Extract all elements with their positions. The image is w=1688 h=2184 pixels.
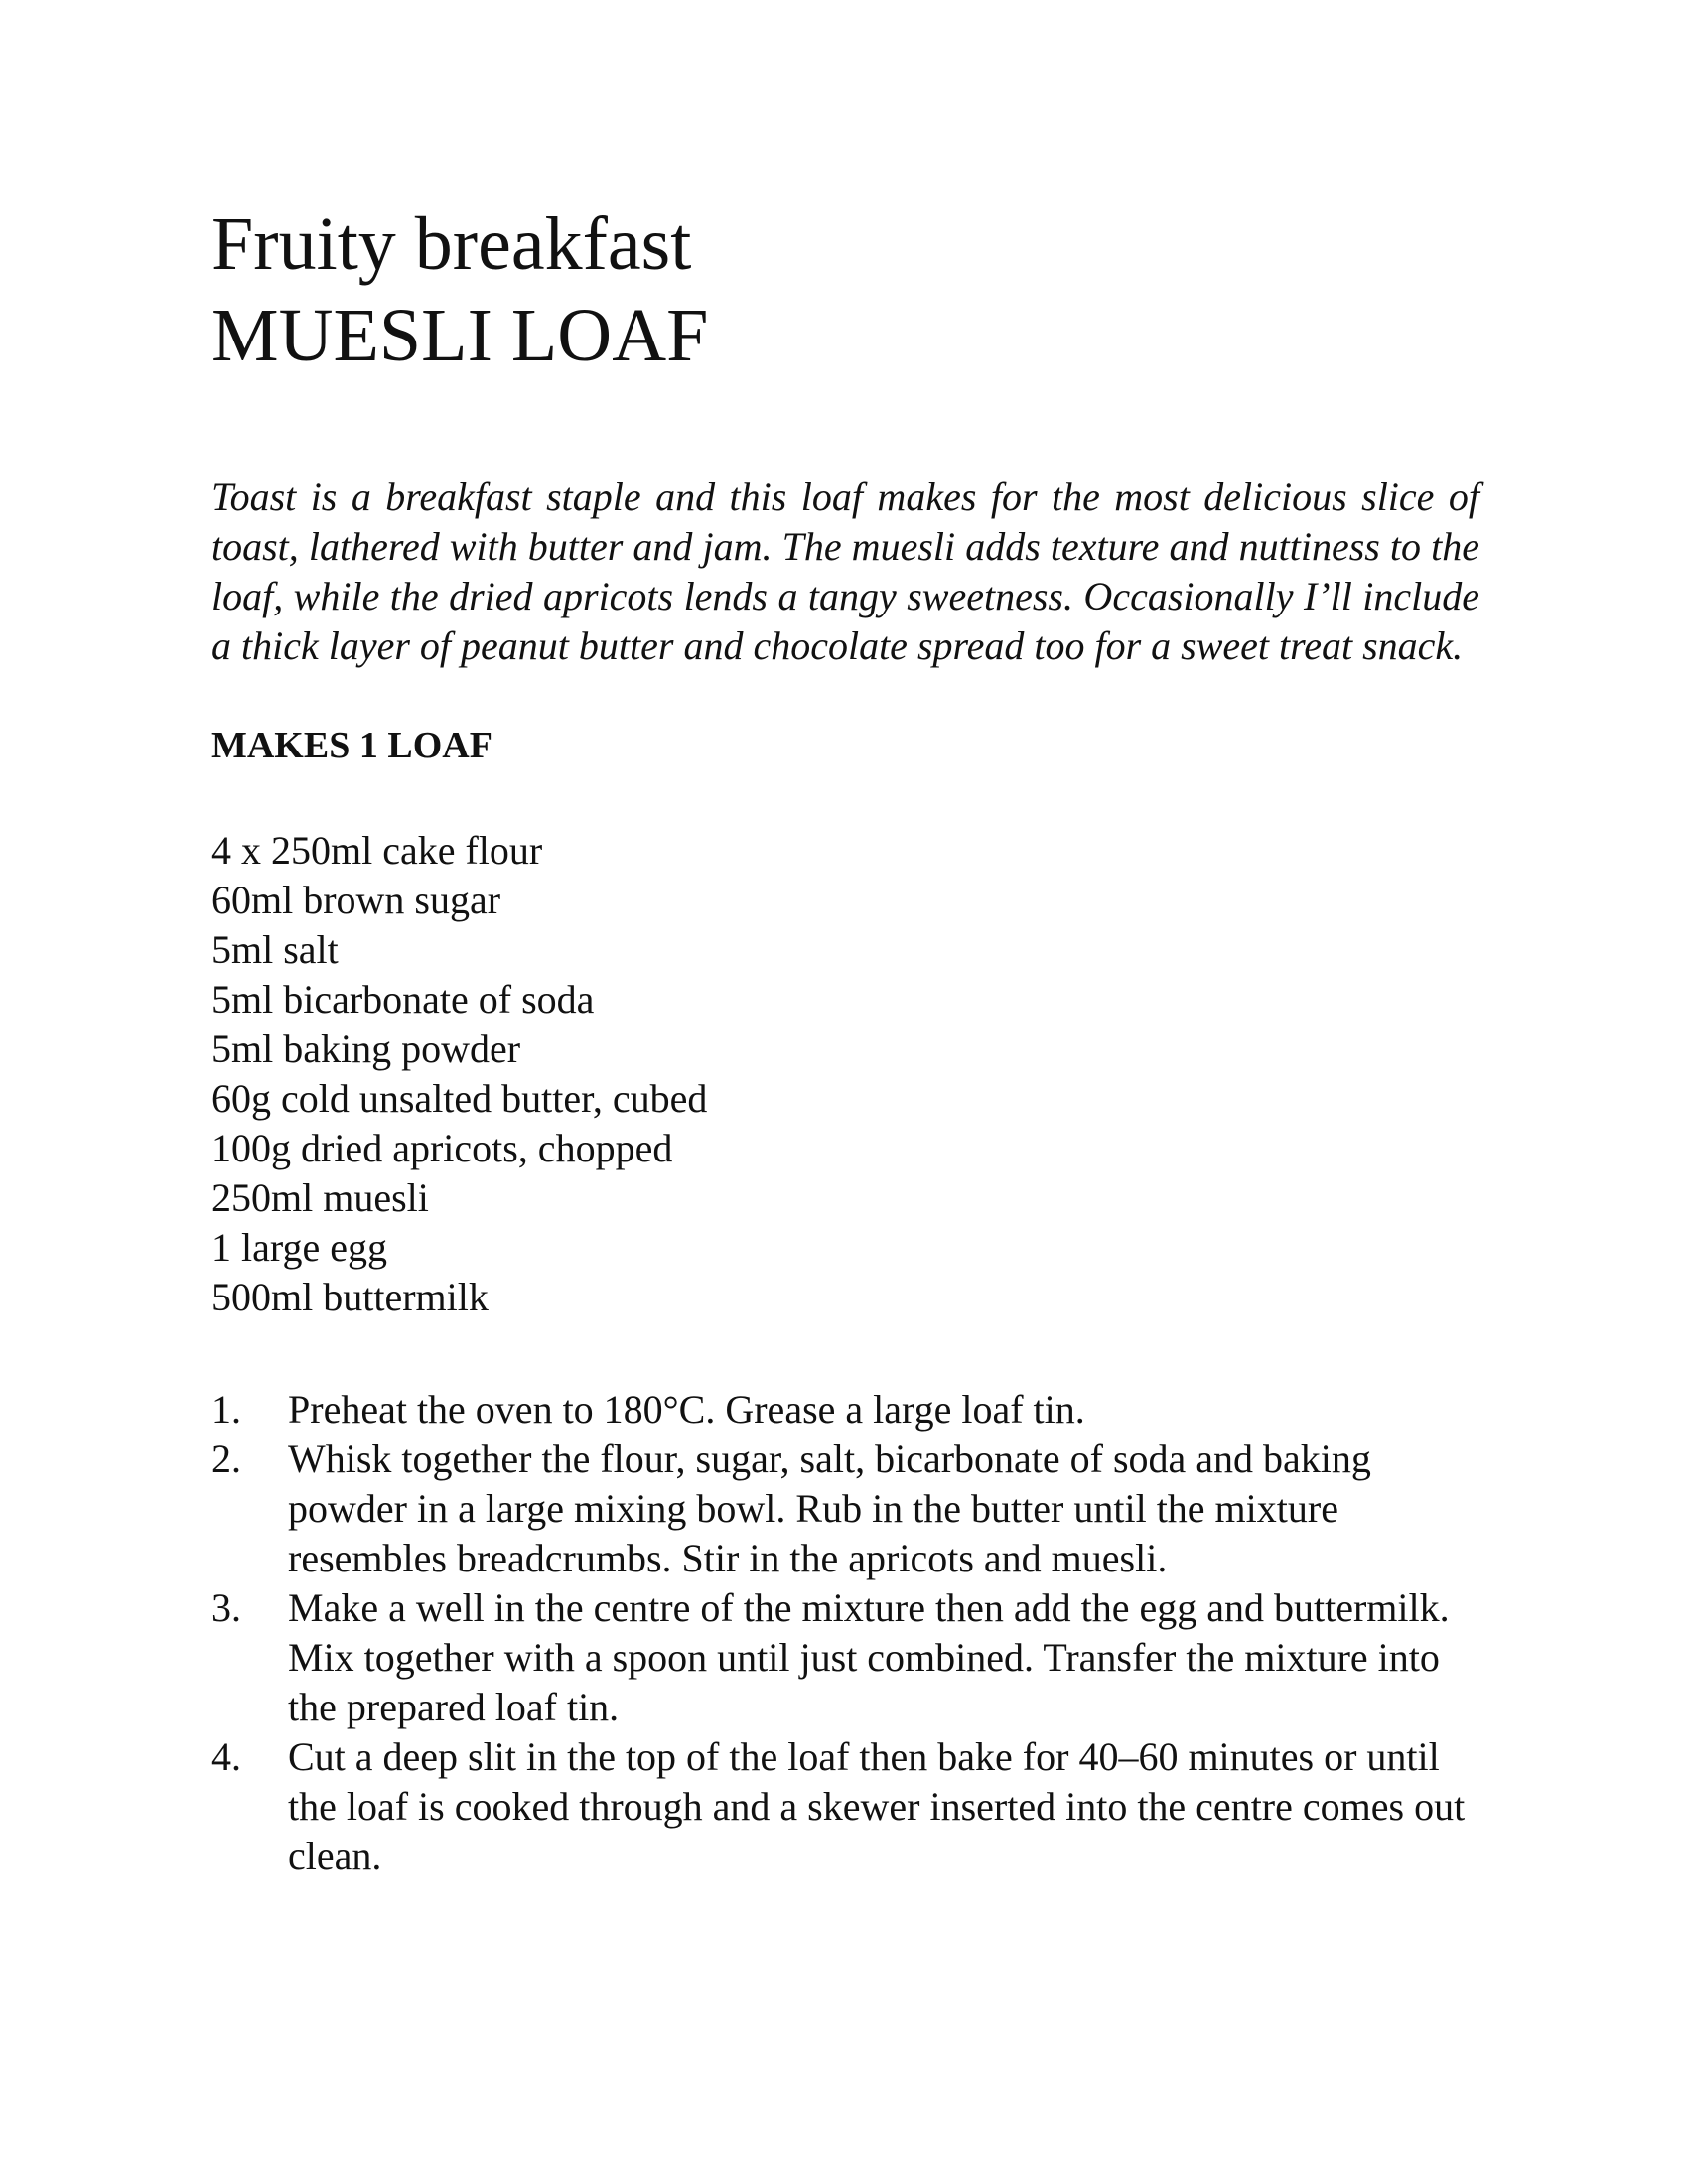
recipe-title: Fruity breakfast	[211, 203, 692, 286]
ingredient-item: 60ml brown sugar	[211, 878, 501, 922]
step-number: 2.	[211, 1436, 241, 1481]
recipe-subtitle: MUESLI LOAF	[211, 294, 709, 377]
method-steps	[211, 1385, 1492, 1881]
yield-heading: MAKES 1 LOAF	[211, 725, 492, 766]
ingredient-item: 4 x 250ml cake flour	[211, 828, 543, 873]
ingredient-item: 60g cold unsalted butter, cubed	[211, 1076, 708, 1121]
recipe-intro: Toast is a breakfast staple and this loaf makes for the most delicious slice of toast, lathered with butter and jam. The muesli adds texture and nuttiness to the loaf, while the dried apricots lends a tangy sweetness. Occasionally I’ll include a thick layer of peanut butter and chocolate spread too for a sweet treat snack.	[211, 475, 1479, 668]
step-number: 1.	[211, 1387, 241, 1432]
ingredient-item: 1 large egg	[211, 1225, 387, 1270]
method-step	[211, 1385, 1492, 1434]
step-number: 4.	[211, 1734, 241, 1779]
method-step	[211, 1732, 1492, 1881]
ingredient-item: 500ml buttermilk	[211, 1275, 489, 1319]
step-number: 3.	[211, 1585, 241, 1630]
ingredient-item: 250ml muesli	[211, 1175, 429, 1220]
ingredient-item: 5ml salt	[211, 927, 339, 972]
ingredient-list	[211, 826, 1492, 1322]
ingredient-item: 5ml baking powder	[211, 1026, 521, 1071]
step-text: Preheat the oven to 180°C. Grease a large loaf tin.	[288, 1387, 1085, 1432]
recipe-page	[211, 199, 1492, 1921]
ingredient-item: 100g dried apricots, chopped	[211, 1126, 673, 1170]
step-text: Cut a deep slit in the top of the loaf then bake for 40–60 minutes or until the loaf is cooked through and a skewer inserted into the centre comes out clean.	[288, 1734, 1466, 1878]
ingredient-item: 5ml bicarbonate of soda	[211, 977, 595, 1022]
method-step	[211, 1434, 1492, 1583]
step-text: Make a well in the centre of the mixture then add the egg and buttermilk. Mix together with a spoon until just combined. Transfer the mixture into the prepared loaf tin.	[288, 1585, 1450, 1729]
method-step	[211, 1583, 1492, 1732]
step-text: Whisk together the flour, sugar, salt, bicarbonate of soda and baking powder in a large mixing bowl. Rub in the butter until the mixture resembles breadcrumbs. Stir in the apricots and muesli.	[288, 1436, 1371, 1580]
